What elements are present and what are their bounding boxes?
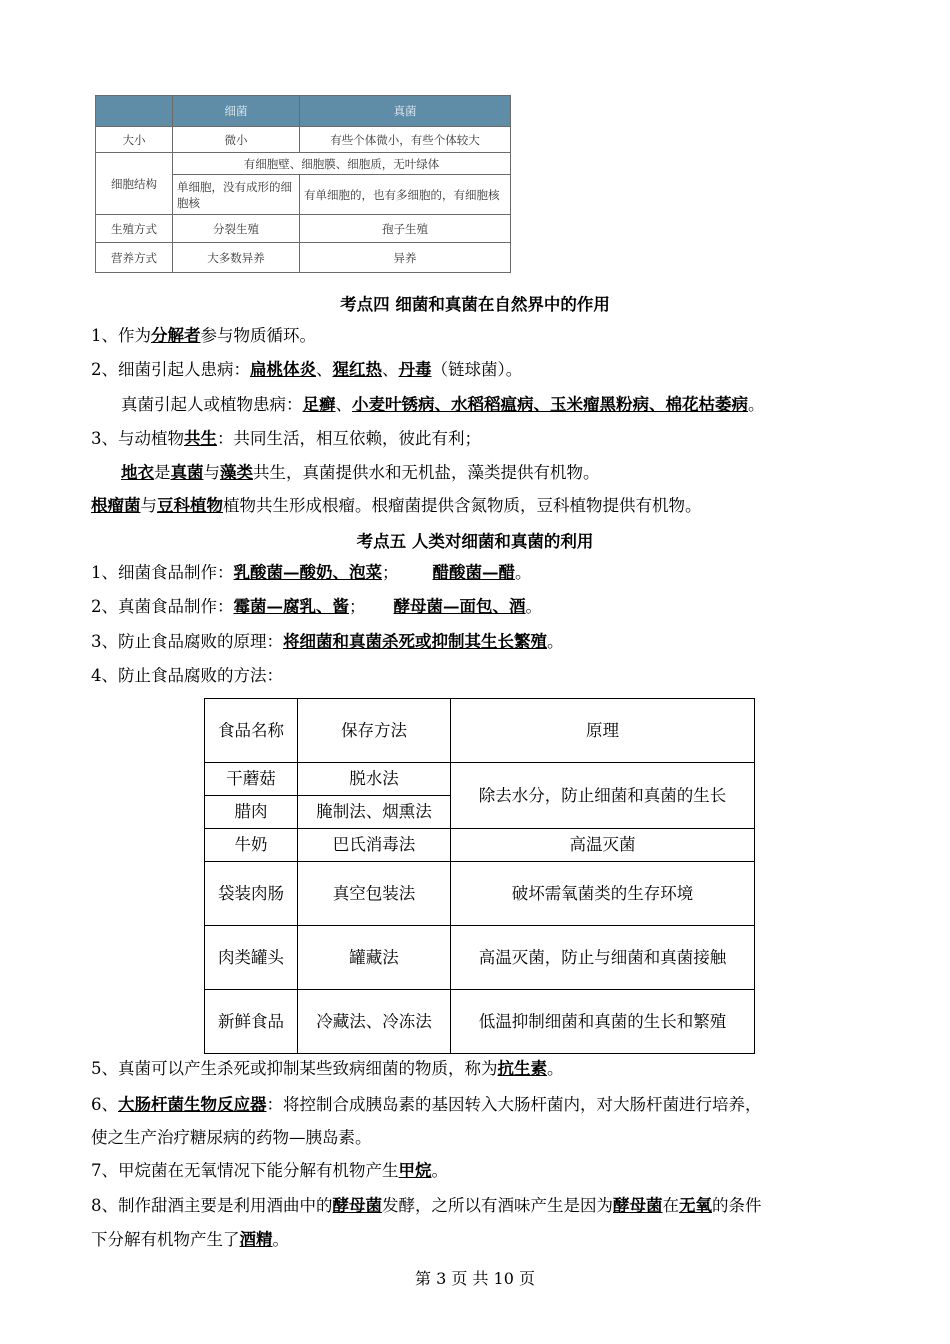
principle: 低温抑制细菌和真菌的生长和繁殖 — [451, 990, 755, 1054]
key-term: 扁桃体炎 — [250, 360, 316, 379]
food-name: 新鲜食品 — [205, 990, 298, 1054]
structure-common: 有细胞壁、细胞膜、细胞质，无叶绿体 — [173, 153, 511, 175]
method: 冷藏法、冷冻法 — [298, 990, 451, 1054]
tail-line-7 — [91, 1159, 448, 1183]
header-bacteria: 细菌 — [173, 96, 300, 127]
text: 。 — [547, 1059, 564, 1078]
food-name: 肉类罐头 — [205, 926, 298, 990]
key-term: 足癣 — [302, 395, 336, 414]
key-term: 真菌 — [170, 463, 204, 482]
sec4-line-4 — [91, 427, 481, 451]
text: 、 — [316, 360, 333, 379]
text: 下分解有机物产生了 — [91, 1230, 240, 1249]
page-footer: 第 3 页 共 10 页 — [415, 1269, 535, 1288]
key-term: 无氧 — [679, 1196, 712, 1215]
text: 8、制作甜酒主要是利用酒曲中的 — [91, 1196, 333, 1215]
method: 脱水法 — [298, 763, 451, 796]
text: 1、作为 — [91, 326, 151, 345]
key-term: 共生 — [184, 429, 217, 448]
size-bacteria: 微小 — [173, 127, 300, 153]
text: 植物共生形成根瘤。根瘤菌提供含氮物质，豆科植物提供有机物。 — [223, 496, 702, 515]
nutrition-fungi: 异养 — [300, 243, 511, 273]
sec4-line-2 — [91, 358, 522, 382]
principle: 高温灭菌 — [451, 829, 755, 862]
method: 真空包装法 — [298, 862, 451, 926]
text: 2、细菌引起人患病： — [91, 360, 250, 379]
text: ； — [382, 563, 399, 582]
text: 。 — [431, 1161, 448, 1180]
text: ； — [349, 597, 366, 616]
food-name: 牛奶 — [205, 829, 298, 862]
text: 是 — [154, 463, 171, 482]
method: 巴氏消毒法 — [298, 829, 451, 862]
row-label-structure: 细胞结构 — [96, 153, 173, 215]
sec4-line-5 — [121, 461, 600, 485]
bacteria-fungi-comparison-table — [95, 95, 511, 273]
text: 真菌引起人或植物患病： — [121, 395, 303, 414]
text: 在 — [662, 1196, 679, 1215]
key-term: 酒精 — [239, 1230, 273, 1249]
tail-line-8 — [91, 1194, 762, 1218]
text: 2、真菌食品制作： — [91, 597, 234, 616]
header-principle: 原理 — [451, 699, 755, 763]
key-term: 酵母菌 — [332, 1196, 382, 1215]
key-term: 地衣 — [121, 463, 154, 482]
key-term: 酵母菌—面包、酒 — [393, 597, 526, 616]
key-term: 根瘤菌 — [91, 496, 141, 515]
row-label-nutrition: 营养方式 — [96, 243, 173, 273]
size-fungi: 有些个体微小，有些个体较大 — [300, 127, 511, 153]
text: ：将控制合成胰岛素的基因转入大肠杆菌内，对大肠杆菌进行培养， — [266, 1095, 762, 1114]
text: 3、与动植物 — [91, 429, 184, 448]
text: 、 — [382, 360, 399, 379]
sec5-line-3 — [91, 630, 564, 654]
header-food-name: 食品名称 — [205, 699, 298, 763]
key-term: 霉菌—腐乳、酱 — [233, 597, 349, 616]
sec5-line-2 — [91, 595, 542, 619]
text: 。 — [272, 1230, 289, 1249]
text: 。 — [547, 632, 564, 651]
text: 1、细菌食品制作： — [91, 563, 234, 582]
structure-bacteria: 单细胞，没有成形的细胞核 — [173, 175, 300, 215]
key-term: 醋酸菌—醋 — [432, 563, 515, 582]
header-method: 保存方法 — [298, 699, 451, 763]
text: 发酵，之所以有酒味产生是因为 — [382, 1196, 613, 1215]
principle: 除去水分，防止细菌和真菌的生长 — [451, 763, 755, 829]
section-5-title: 考点五 人类对细菌和真菌的利用 — [356, 532, 594, 551]
text: ：共同生活，相互依赖，彼此有利； — [217, 429, 481, 448]
food-name: 袋装肉肠 — [205, 862, 298, 926]
header-blank — [96, 96, 173, 127]
key-term: 抗生素 — [497, 1059, 547, 1078]
key-term: 小麦叶锈病、水稻稻瘟病、玉米瘤黑粉病、棉花枯萎病 — [352, 395, 748, 414]
row-label-reproduction: 生殖方式 — [96, 215, 173, 243]
food-name: 干蘑菇 — [205, 763, 298, 796]
sec4-line-6 — [91, 494, 702, 518]
nutrition-bacteria: 大多数异养 — [173, 243, 300, 273]
section-4-title: 考点四 细菌和真菌在自然界中的作用 — [340, 295, 610, 314]
food-name: 腊肉 — [205, 796, 298, 829]
key-term: 甲烷 — [398, 1161, 432, 1180]
text: 、 — [335, 395, 352, 414]
key-term: 藻类 — [220, 463, 253, 482]
text: 。 — [515, 563, 532, 582]
reproduction-fungi: 孢子生殖 — [300, 215, 511, 243]
tail-line-6 — [91, 1093, 762, 1117]
sec5-line-1 — [91, 561, 532, 585]
principle: 高温灭菌，防止与细菌和真菌接触 — [451, 926, 755, 990]
text: 与 — [140, 496, 157, 515]
key-term: 酵母菌 — [613, 1196, 663, 1215]
row-label-size: 大小 — [96, 127, 173, 153]
sec4-line-3 — [121, 393, 765, 417]
reproduction-bacteria: 分裂生殖 — [173, 215, 300, 243]
text: 5、真菌可以产生杀死或抑制某些致病细菌的物质，称为 — [91, 1059, 498, 1078]
key-term: 将细菌和真菌杀死或抑制其生长繁殖 — [283, 632, 547, 651]
method: 罐藏法 — [298, 926, 451, 990]
method: 腌制法、烟熏法 — [298, 796, 451, 829]
key-term: 猩红热 — [332, 360, 382, 379]
structure-fungi: 有单细胞的，也有多细胞的，有细胞核 — [300, 175, 511, 215]
text: 。 — [525, 597, 542, 616]
food-preservation-table — [204, 698, 755, 1054]
text: 6、 — [91, 1095, 118, 1114]
text: 。 — [748, 395, 765, 414]
tail-line-6-cont: 使之生产治疗糖尿病的药物—胰岛素。 — [91, 1128, 372, 1147]
tail-line-8-cont — [91, 1228, 289, 1252]
key-term: 豆科植物 — [157, 496, 223, 515]
text: 共生，真菌提供水和无机盐，藻类提供有机物。 — [253, 463, 600, 482]
text: （链球菌）。 — [431, 360, 523, 379]
text: 的条件 — [712, 1196, 762, 1215]
key-term: 分解者 — [151, 326, 201, 345]
sec4-line-1 — [91, 324, 316, 348]
text: 参与物质循环。 — [200, 326, 316, 345]
principle: 破坏需氧菌类的生存环境 — [451, 862, 755, 926]
key-term: 乳酸菌—酸奶、泡菜 — [233, 563, 382, 582]
sec5-line-4: 4、防止食品腐败的方法： — [91, 666, 283, 685]
key-term: 丹毒 — [398, 360, 432, 379]
text: 与 — [203, 463, 220, 482]
text: 7、甲烷菌在无氧情况下能分解有机物产生 — [91, 1161, 399, 1180]
tail-line-5 — [91, 1057, 564, 1081]
key-term: 大肠杆菌生物反应器 — [118, 1095, 267, 1114]
text: 3、防止食品腐败的原理： — [91, 632, 283, 651]
header-fungi: 真菌 — [300, 96, 511, 127]
